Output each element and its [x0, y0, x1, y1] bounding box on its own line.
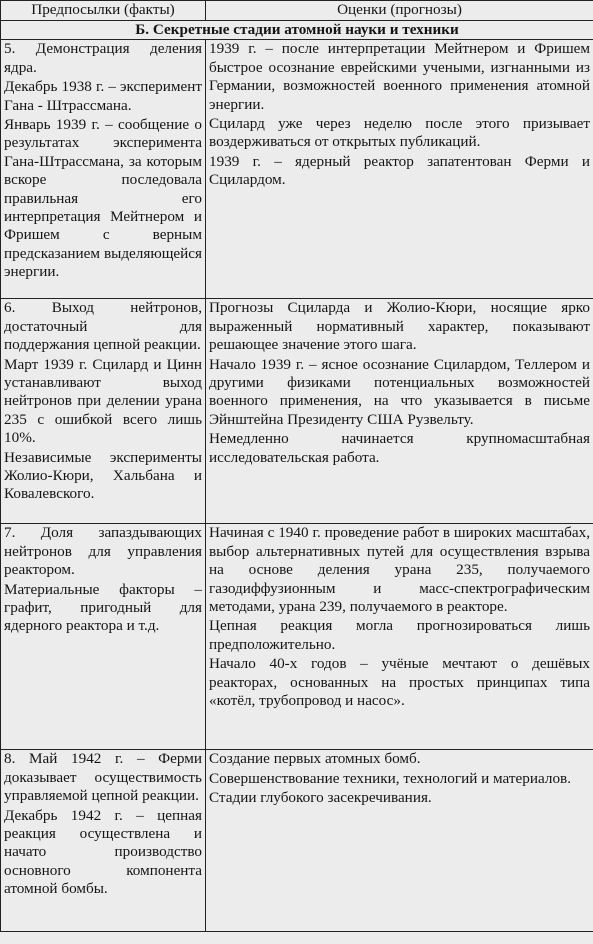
forecast-paragraph: Прогнозы Сциларда и Жолио-Кюри, носящие ярко выраженный нормативный характер, показывают решающее значение этого шага. [209, 299, 590, 354]
table-row [1, 524, 593, 750]
forecasts-cell [206, 40, 593, 299]
header-forecasts: Оценки (прогнозы) [206, 1, 593, 21]
table-header-row [1, 1, 593, 21]
fact-paragraph: Март 1939 г. Сцилард и Цинн устанавливают выход нейтронов при делении урана 235 с ошибкой всего лишь 10%. [4, 355, 202, 447]
forecast-paragraph: Создание первых атомных бомб. [209, 750, 421, 768]
table-row [1, 40, 593, 299]
fact-paragraph: 7. Доля запаздывающих нейтронов для управления реактором. [4, 524, 202, 579]
fact-paragraph: 5. Демонстрация деления ядра. [4, 40, 202, 76]
forecast-paragraph: Совершенствование техники, технологий и материалов. [209, 769, 572, 787]
section-title: Б. Секретные стадии атомной науки и техники [1, 21, 593, 40]
facts-cell [1, 40, 206, 299]
forecast-paragraph: Стадии глубокого засекречивания. [209, 789, 432, 807]
forecast-paragraph: Начиная с 1940 г. проведение работ в широких масштабах, выбор альтернативных путей для осуществления взрыва на основе деления урана 235, получаемого газодиффузионным и масс-спектрографическим методами, урана 239, получаемого в реакторе. [209, 524, 590, 616]
fact-paragraph: Январь 1939 г. – сообщение о результатах эксперимента Гана-Штрассмана, за которым вскоре последовала правильная его интерпретация Мейтнером и Фришем с верным предсказанием выделяющейся энергии. [4, 116, 202, 281]
section-row [1, 21, 593, 40]
forecast-paragraph: Немедленно начинается крупномасштабная исследовательская работа. [209, 430, 590, 466]
table-row [1, 299, 593, 524]
fact-paragraph: Материальные факторы – графит, пригодный для ядерного реактора и т.д. [4, 580, 202, 635]
facts-cell [1, 524, 206, 750]
fact-paragraph: Декабрь 1942 г. – цепная реакция осуществлена и начато производство основного компонента атомной бомбы. [4, 806, 202, 898]
facts-cell [1, 750, 206, 932]
facts-cell [1, 299, 206, 524]
forecast-paragraph: 1939 г. – ядерный реактор запатентован Ферми и Сцилардом. [209, 152, 590, 189]
forecasts-cell [206, 750, 593, 932]
forecast-paragraph: Цепная реакция могла прогнозироваться лишь предположительно. [209, 617, 590, 653]
header-facts: Предпосылки (факты) [1, 1, 206, 21]
fact-paragraph: Декабрь 1938 г. – эксперимент Гана - Штрассмана. [4, 78, 202, 114]
forecast-paragraph: Начало 40-х годов – учёные мечтают о дешёвых реакторах, основанных на простых принципах типа «котёл, трубопровод и насос». [209, 655, 590, 710]
forecasts-cell [206, 524, 593, 750]
forecast-paragraph: Сцилард уже через неделю после этого призывает воздерживаться от открытых публикаций. [209, 115, 590, 151]
forecast-paragraph: Начало 1939 г. – ясное осознание Сцилардом, Теллером и другими физиками потенциальных возможностей военного применения, на что указывается в письме Эйнштейна Президенту США Рузвельту. [209, 355, 590, 428]
fact-paragraph: 6. Выход нейтронов, достаточный для поддержания цепной реакции. [4, 299, 202, 354]
forecast-paragraph: 1939 г. – после интерпретации Мейтнером и Фришем быстрое осознание еврейскими учеными, изгнанными из Германии, возможностей военного применения атомной энергии. [209, 40, 590, 113]
forecasts-cell [206, 299, 593, 524]
table-row [1, 750, 593, 932]
fact-paragraph: Независимые эксперименты Жолио-Кюри, Хальбана и Ковалевского. [4, 448, 202, 503]
fact-paragraph: 8. Май 1942 г. – Ферми доказывает осуществимость управляемой цепной реакции. [4, 750, 202, 805]
